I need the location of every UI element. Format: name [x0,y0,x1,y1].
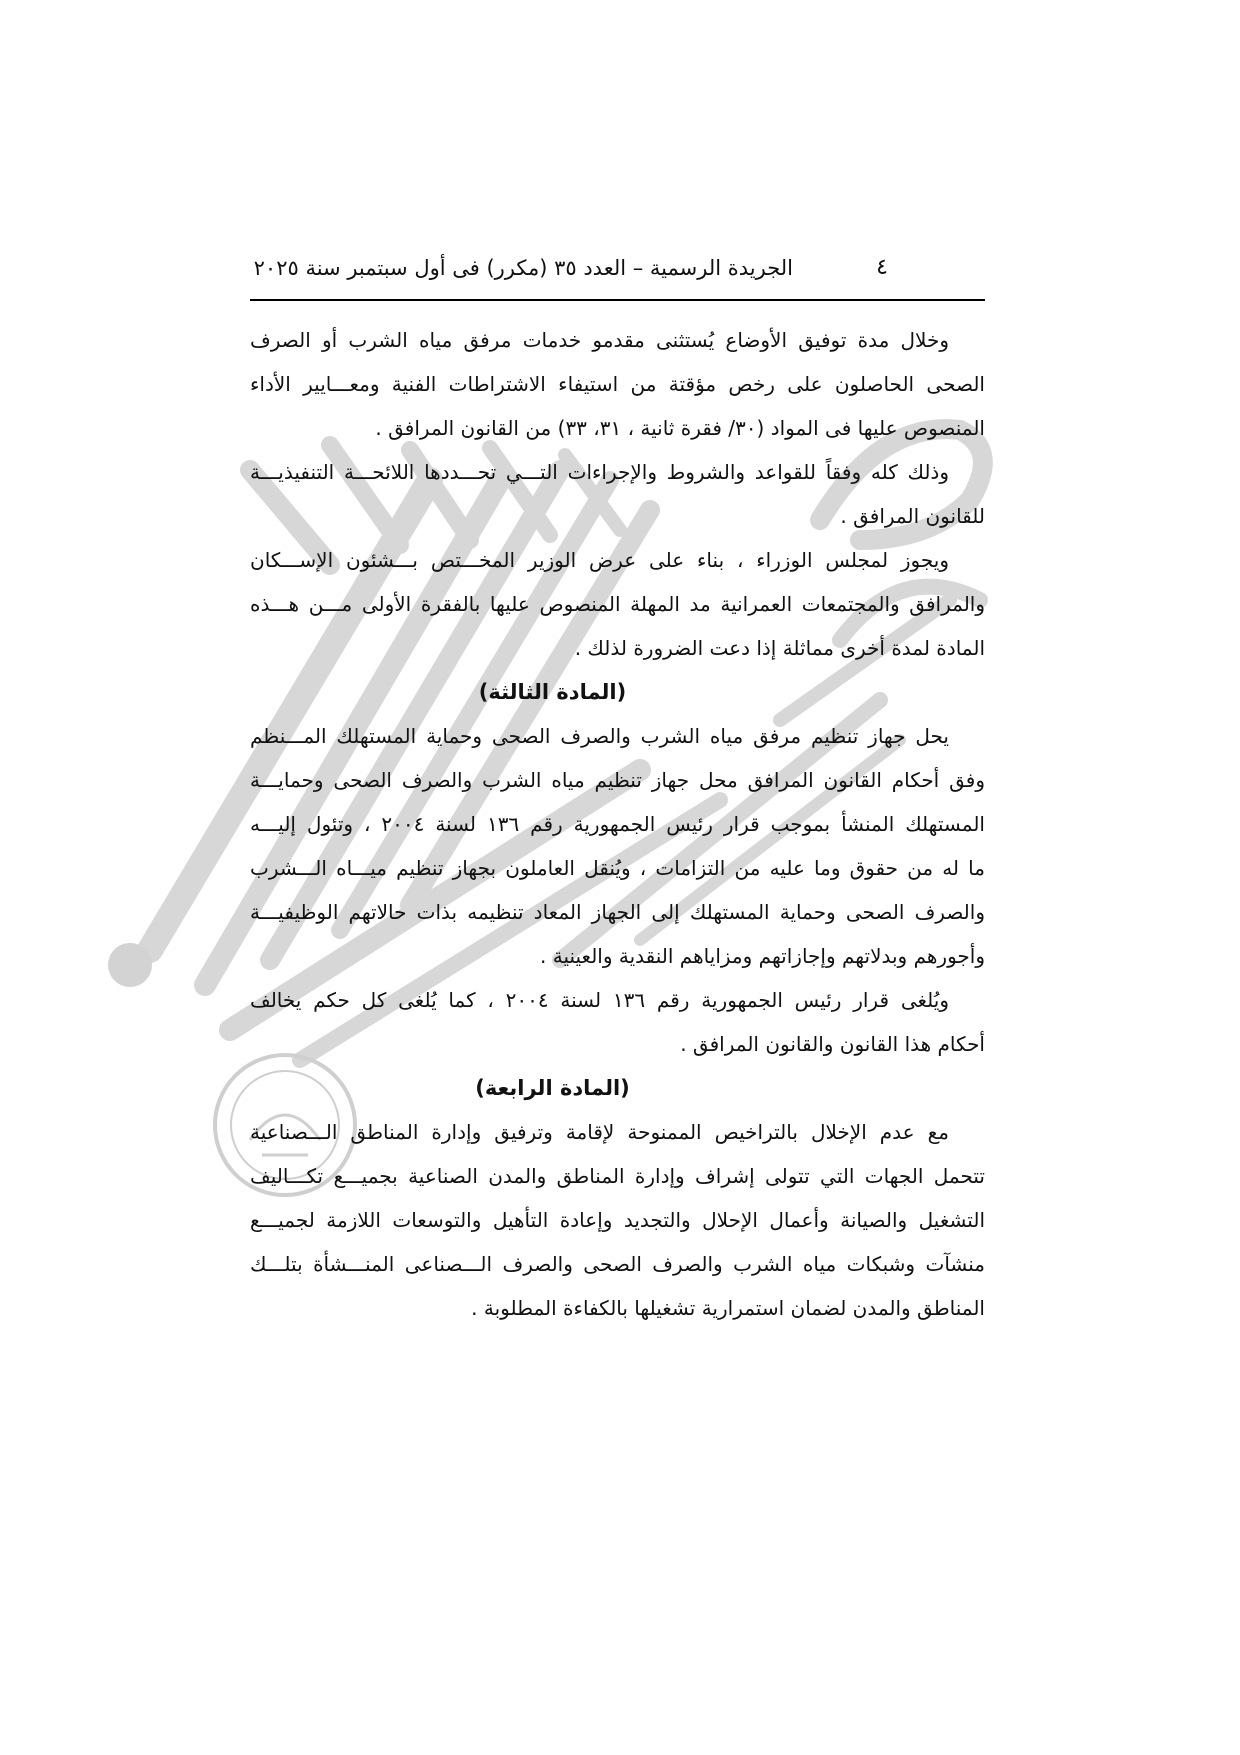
text-line: ويُلغى قرار رئيس الجمهورية رقم ١٣٦ لسنة ٢٠٠٤ ، كما يُلغى كل حكم يخالف [250,988,949,1012]
text-line: مع عدم الإخلال بالتراخيص الممنوحة لإقامة وترفيق وإدارة المناطق الـــصناعية [250,1120,949,1144]
text-line: المنصوص عليها فى المواد (٣٠/ فقرة ثانية ، ٣١، ٣٣) من القانون المرافق . [375,416,985,440]
text-line: وذلك كله وفقاً للقواعد والشروط والإجراءات التـــي تحـــددها اللائحـــة التنفيذيـــة [250,460,949,484]
paragraph [250,714,985,978]
paragraph [250,538,985,670]
paragraph [250,1110,985,1330]
text-line: والصرف الصحى وحماية المستهلك إلى الجهاز المعاد تنظيمه بذات حالاتهم الوظيفيـــة [250,900,985,924]
text-line: منشآت وشبكات مياه الشرب والصرف الصحى والصرف الـــصناعى المنـــشأة بتلـــك [250,1252,985,1276]
header-title: الجريدة الرسمية – العدد ٣٥ (مكرر) فى أول سبتمبر سنة ٢٠٢٥ [253,256,793,280]
text-line: وفق أحكام القانون المرافق محل جهاز تنظيم مياه الشرب والصرف الصحى وحمايـــة [250,768,985,792]
paragraph [250,450,985,538]
page-number: ٤ [876,255,888,280]
text-line: يحل جهاز تنظيم مرفق مياه الشرب والصرف الصحى وحماية المستهلك المـــنظم [250,724,949,748]
article-heading-3: (المادة الثالثة) [478,680,627,704]
page-header [250,248,985,288]
article-heading-4: (المادة الرابعة) [475,1076,630,1100]
text-line: الصحى الحاصلون على رخص مؤقتة من استيفاء الاشتراطات الفنية ومعـــايير الأداء [250,372,985,396]
text-line: للقانون المرافق . [840,504,985,528]
text-line: المناطق والمدن لضمان استمرارية تشغيلها بالكفاءة المطلوبة . [471,1296,985,1320]
text-line: وخلال مدة توفيق الأوضاع يُستثنى مقدمو خدمات مرفق مياه الشرب أو الصرف [250,328,949,352]
text-line: أحكام هذا القانون والقانون المرافق . [680,1032,985,1056]
text-line: تتحمل الجهات التي تتولى إشراف وإدارة المناطق والمدن الصناعية بجميـــع تكـــاليف [250,1164,985,1188]
text-line: التشغيل والصيانة وأعمال الإحلال والتجديد وإعادة التأهيل والتوسعات اللازمة لجميـــع [250,1208,985,1232]
text-line: والمرافق والمجتمعات العمرانية مد المهلة المنصوص عليها بالفقرة الأولى مـــن هـــذه [250,592,985,616]
text-line: وأجورهم وبدلاتهم وإجازاتهم ومزاياهم النقدية والعينية . [540,944,985,968]
paragraph [250,318,985,450]
text-line: المستهلك المنشأ بموجب قرار رئيس الجمهورية رقم ١٣٦ لسنة ٢٠٠٤ ، وتئول إليـــه [250,812,985,836]
text-line: ما له من حقوق وما عليه من التزامات ، ويُنقل العاملون بجهاز تنظيم ميـــاه الـــشرب [250,856,985,880]
header-rule [250,299,985,301]
paragraph [250,978,985,1066]
text-line: ويجوز لمجلس الوزراء ، بناء على عرض الوزير المخـــتص بـــشئون الإســـكان [250,548,949,572]
text-line: المادة لمدة أخرى مماثلة إذا دعت الضرورة لذلك . [574,636,985,660]
document-body [250,318,985,1330]
